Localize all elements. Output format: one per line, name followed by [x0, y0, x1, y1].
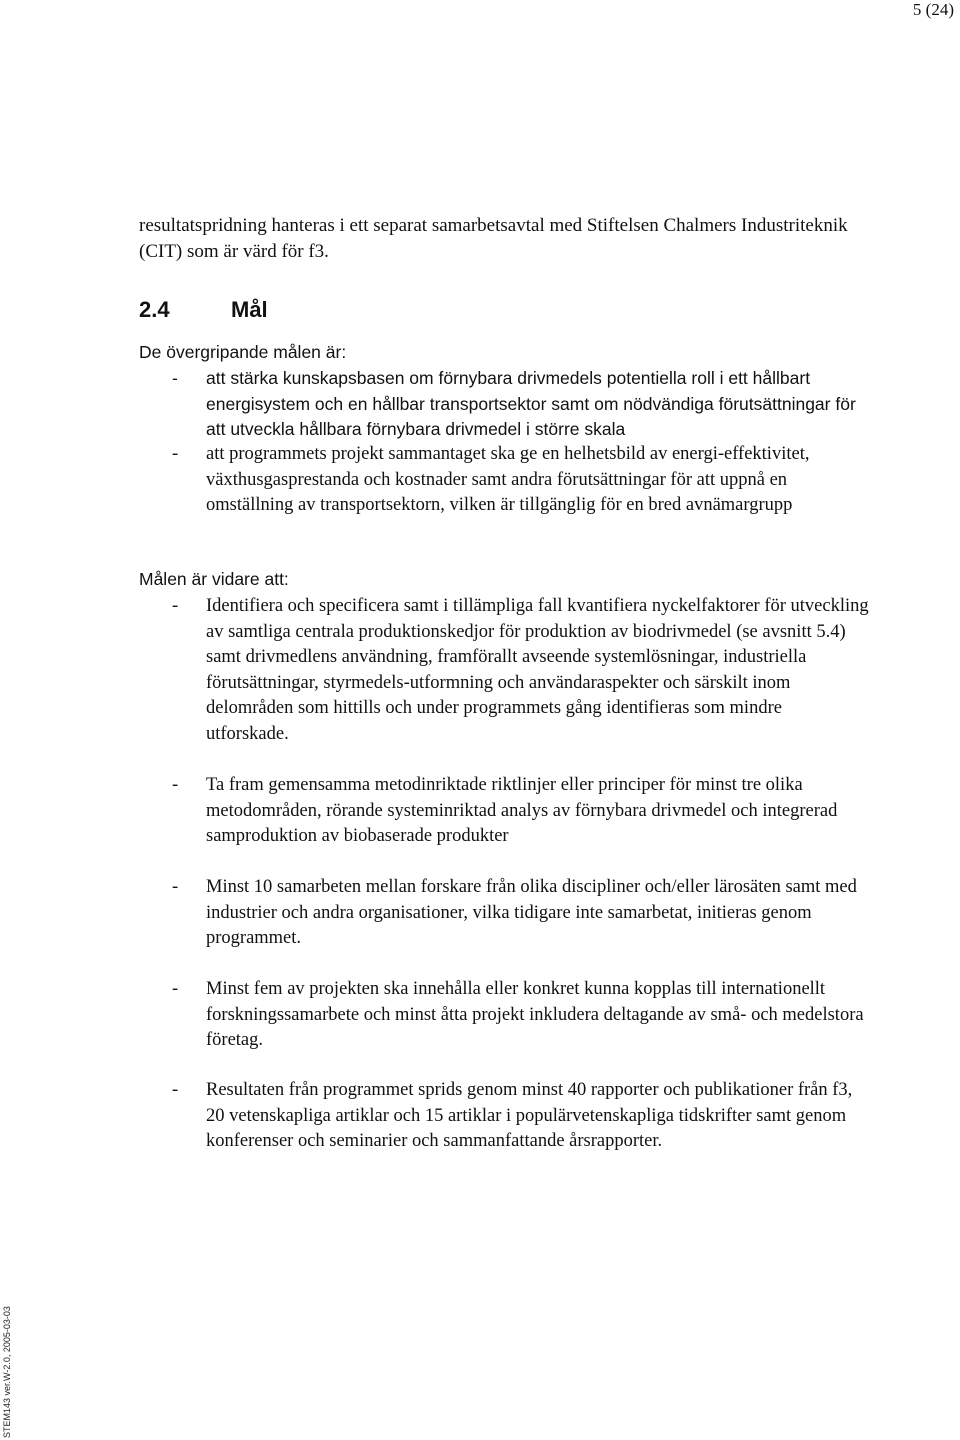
bullet-dash: -: [172, 596, 179, 616]
list-item-text: Identifiera och specificera samt i tillämpliga fall kvantifiera nyckelfaktorer för utveckling av samtliga centrala produktionskedjor för produktion av biodrivmedel (se avsnitt 5.4) samt drivmedlens användning, framförallt avseende systemlösningar, industriella förutsättningar, styrmedels-utformning och användaraspekter och särskilt inom delområden som hittills och under programmets gång identifieras som mindre utforskade.: [206, 596, 869, 744]
list-item-text: Resultaten från programmet sprids genom minst 40 rapporter och publikationer från f3, 20 vetenskapliga artiklar och 15 artiklar i populärvetenskapliga tidskrifter samt genom konferenser och seminarier och sammanfattande årsrapporter.: [206, 1080, 853, 1151]
list-item-text: Ta fram gemensamma metodinriktade riktlinjer eller principer för minst tre olika metodområden, rörande systeminriktad analys av förnybara drivmedel och integrerad samproduktion av biobaserade produkter: [206, 775, 838, 846]
list-item: [139, 977, 869, 1054]
section-heading: [139, 296, 268, 324]
section-title: Mål: [231, 297, 268, 322]
list-item-text: att programmets projekt sammantaget ska ge en helhetsbild av energi-effektivitet, växthusgasprestanda och kostnader samt andra förutsättningar för att uppnå en omställning av transportsektorn, vilken är tillgänglig för en bred avnämargrupp: [206, 444, 810, 515]
list-item: [139, 594, 869, 747]
bullet-dash: -: [172, 368, 178, 388]
section-number: 2.4: [139, 297, 170, 322]
list-item-text: Minst fem av projekten ska innehålla eller konkret kunna kopplas till internationellt forskningssamarbete och minst åtta projekt inkludera deltagande av små- och medelstora företag.: [206, 979, 864, 1050]
goals-intro: De övergripande målen är:: [139, 342, 347, 362]
template-stamp: STEM143 ver.W-2.0, 2005-03-03: [2, 1306, 12, 1438]
list-item: [139, 366, 869, 443]
list-item: [139, 875, 869, 952]
list-item: [139, 442, 869, 519]
list-item-text: att stärka kunskapsbasen om förnybara drivmedels potentiella roll i ett hållbart energisystem och en hållbar transportsektor samt om nödvändiga förutsättningar för att utveckla hållbara förnybara drivmedel i större skala: [206, 368, 856, 439]
bullet-dash: -: [172, 444, 179, 464]
bullet-dash: -: [172, 877, 179, 897]
bullet-dash: -: [172, 979, 179, 999]
list-item-text: Minst 10 samarbeten mellan forskare från olika discipliner och/eller lärosäten samt med industrier och andra organisationer, vilka tidigare inte samarbetat, initieras genom programmet.: [206, 877, 857, 948]
bullet-dash: -: [172, 775, 179, 795]
page-number: 5 (24): [912, 0, 954, 19]
intro-paragraph: resultatspridning hanteras i ett separat samarbetsavtal med Stiftelsen Chalmers Industriteknik (CIT) som är värd för f3.: [139, 215, 848, 262]
list-item: [139, 1078, 869, 1155]
bullet-dash: -: [172, 1080, 179, 1100]
further-goals-title: Målen är vidare att:: [139, 569, 289, 589]
list-item: [139, 773, 869, 850]
